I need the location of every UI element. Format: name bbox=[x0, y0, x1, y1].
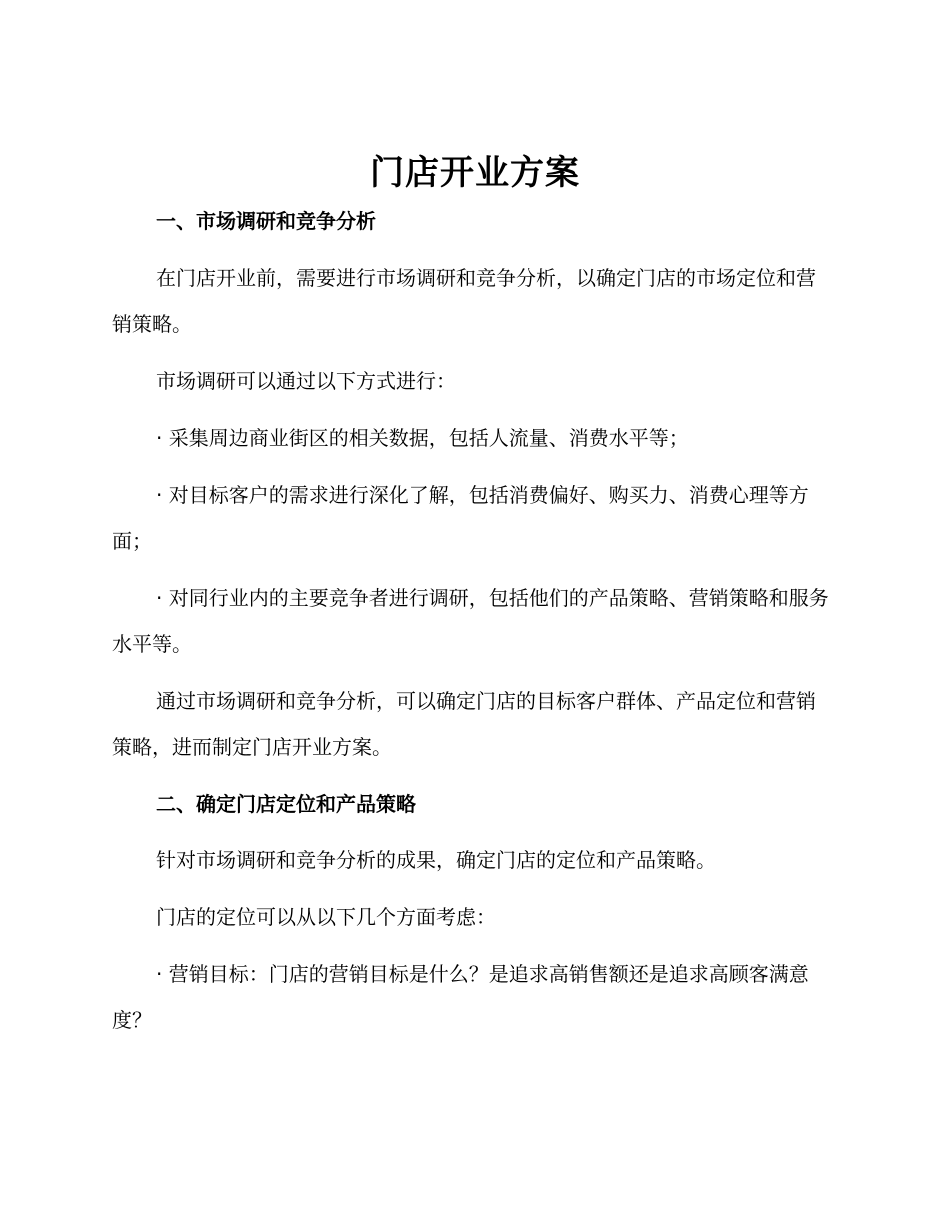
document-title: 门店开业方案 bbox=[370, 153, 580, 193]
bullet-marketing-goal: · 营销目标：门店的营销目标是什么？是追求高销售额还是追求高顾客满意度？ bbox=[112, 962, 809, 1032]
paragraph-positioning-intro: 针对市场调研和竞争分析的成果，确定门店的定位和产品策略。 bbox=[156, 848, 716, 872]
section-heading-2: 二、确定门店定位和产品策略 bbox=[156, 792, 416, 816]
section-heading-1: 一、市场调研和竞争分析 bbox=[156, 209, 376, 233]
paragraph-conclusion: 通过市场调研和竞争分析，可以确定门店的目标客户群体、产品定位和营销策略，进而制定门店开业方案。 bbox=[112, 689, 816, 759]
bullet-competitor-research: · 对同行业内的主要竞争者进行调研，包括他们的产品策略、营销策略和服务水平等。 bbox=[112, 586, 829, 656]
bullet-customer-needs: · 对目标客户的需求进行深化了解，包括消费偏好、购买力、消费心理等方面； bbox=[112, 483, 809, 553]
bullet-collect-data: · 采集周边商业街区的相关数据，包括人流量、消费水平等； bbox=[156, 426, 689, 450]
paragraph-positioning-aspects: 门店的定位可以从以下几个方面考虑： bbox=[156, 905, 496, 929]
paragraph-research-methods: 市场调研可以通过以下方式进行： bbox=[156, 369, 456, 393]
paragraph-intro: 在门店开业前，需要进行市场调研和竞争分析，以确定门店的市场定位和营销策略。 bbox=[112, 266, 816, 336]
